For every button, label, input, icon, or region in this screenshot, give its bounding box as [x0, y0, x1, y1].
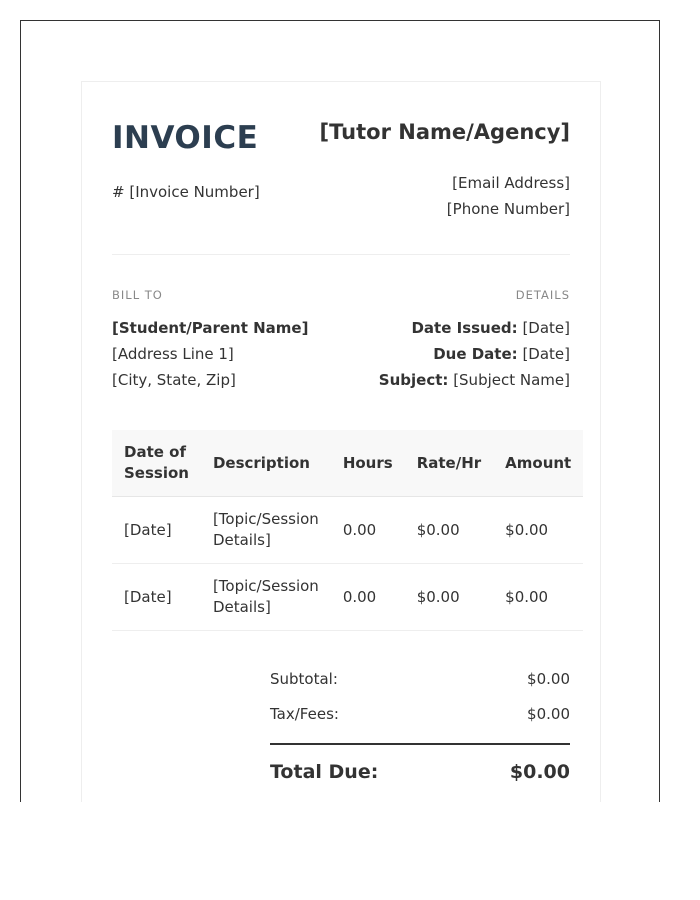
bill-to-label: BILL TO: [112, 288, 163, 302]
due-date-line: [379, 341, 570, 367]
date-issued-label: Date Issued:: [411, 319, 518, 337]
bill-to-section: [112, 288, 308, 393]
tutor-phone: [Phone Number]: [446, 200, 570, 218]
table-header-row: [112, 430, 583, 497]
invoice-number: # [Invoice Number]: [112, 183, 260, 201]
cell-hours: 0.00: [331, 564, 405, 631]
cell-hours: 0.00: [331, 497, 405, 564]
cell-description: [Topic/Session Details]: [201, 497, 331, 564]
bill-to-city: [City, State, Zip]: [112, 371, 236, 389]
column-header-description: Description: [201, 430, 331, 497]
tutor-contact: [447, 170, 570, 222]
date-issued-value: [Date]: [522, 319, 570, 337]
cell-date: [Date]: [112, 564, 201, 631]
invoice-title: INVOICE: [112, 120, 259, 156]
subject-line: [379, 367, 570, 393]
cell-rate: $0.00: [405, 564, 493, 631]
bill-to-address: [Address Line 1]: [112, 345, 234, 363]
tax-label: Tax/Fees:: [270, 705, 339, 723]
tutor-name: [Tutor Name/Agency]: [319, 120, 570, 144]
subject-value: [Subject Name]: [453, 371, 570, 389]
tutor-email: [Email Address]: [452, 174, 570, 192]
bill-to-name: [Student/Parent Name]: [112, 319, 309, 337]
date-issued-line: [379, 315, 570, 341]
subtotal-label: Subtotal:: [270, 670, 338, 688]
cell-amount: $0.00: [493, 497, 583, 564]
total-due-label: Total Due:: [270, 761, 379, 783]
cell-amount: $0.00: [493, 564, 583, 631]
cell-description: [Topic/Session Details]: [201, 564, 331, 631]
column-header-date: Date of Session: [112, 430, 201, 497]
table-row: [112, 497, 583, 564]
details-section: [379, 288, 570, 393]
column-header-hours: Hours: [331, 430, 405, 497]
subject-label: Subject:: [378, 371, 449, 389]
line-items-table: [112, 430, 583, 631]
column-header-amount: Amount: [493, 430, 583, 497]
billing-info: [112, 288, 570, 398]
totals-section: [270, 668, 570, 785]
due-date-label: Due Date:: [433, 345, 518, 363]
subtotal-value: $0.00: [527, 670, 570, 688]
tax-line: [270, 703, 570, 738]
header-divider: [112, 254, 570, 255]
total-due-value: $0.00: [509, 761, 570, 783]
column-header-rate: Rate/Hr: [405, 430, 493, 497]
cell-date: [Date]: [112, 497, 201, 564]
subtotal-line: [270, 668, 570, 703]
details-label: DETAILS: [515, 288, 570, 302]
total-due-line: [270, 745, 570, 785]
cell-rate: $0.00: [405, 497, 493, 564]
table-row: [112, 564, 583, 631]
invoice-header: [112, 112, 570, 254]
due-date-value: [Date]: [522, 345, 570, 363]
tax-value: $0.00: [527, 705, 570, 723]
